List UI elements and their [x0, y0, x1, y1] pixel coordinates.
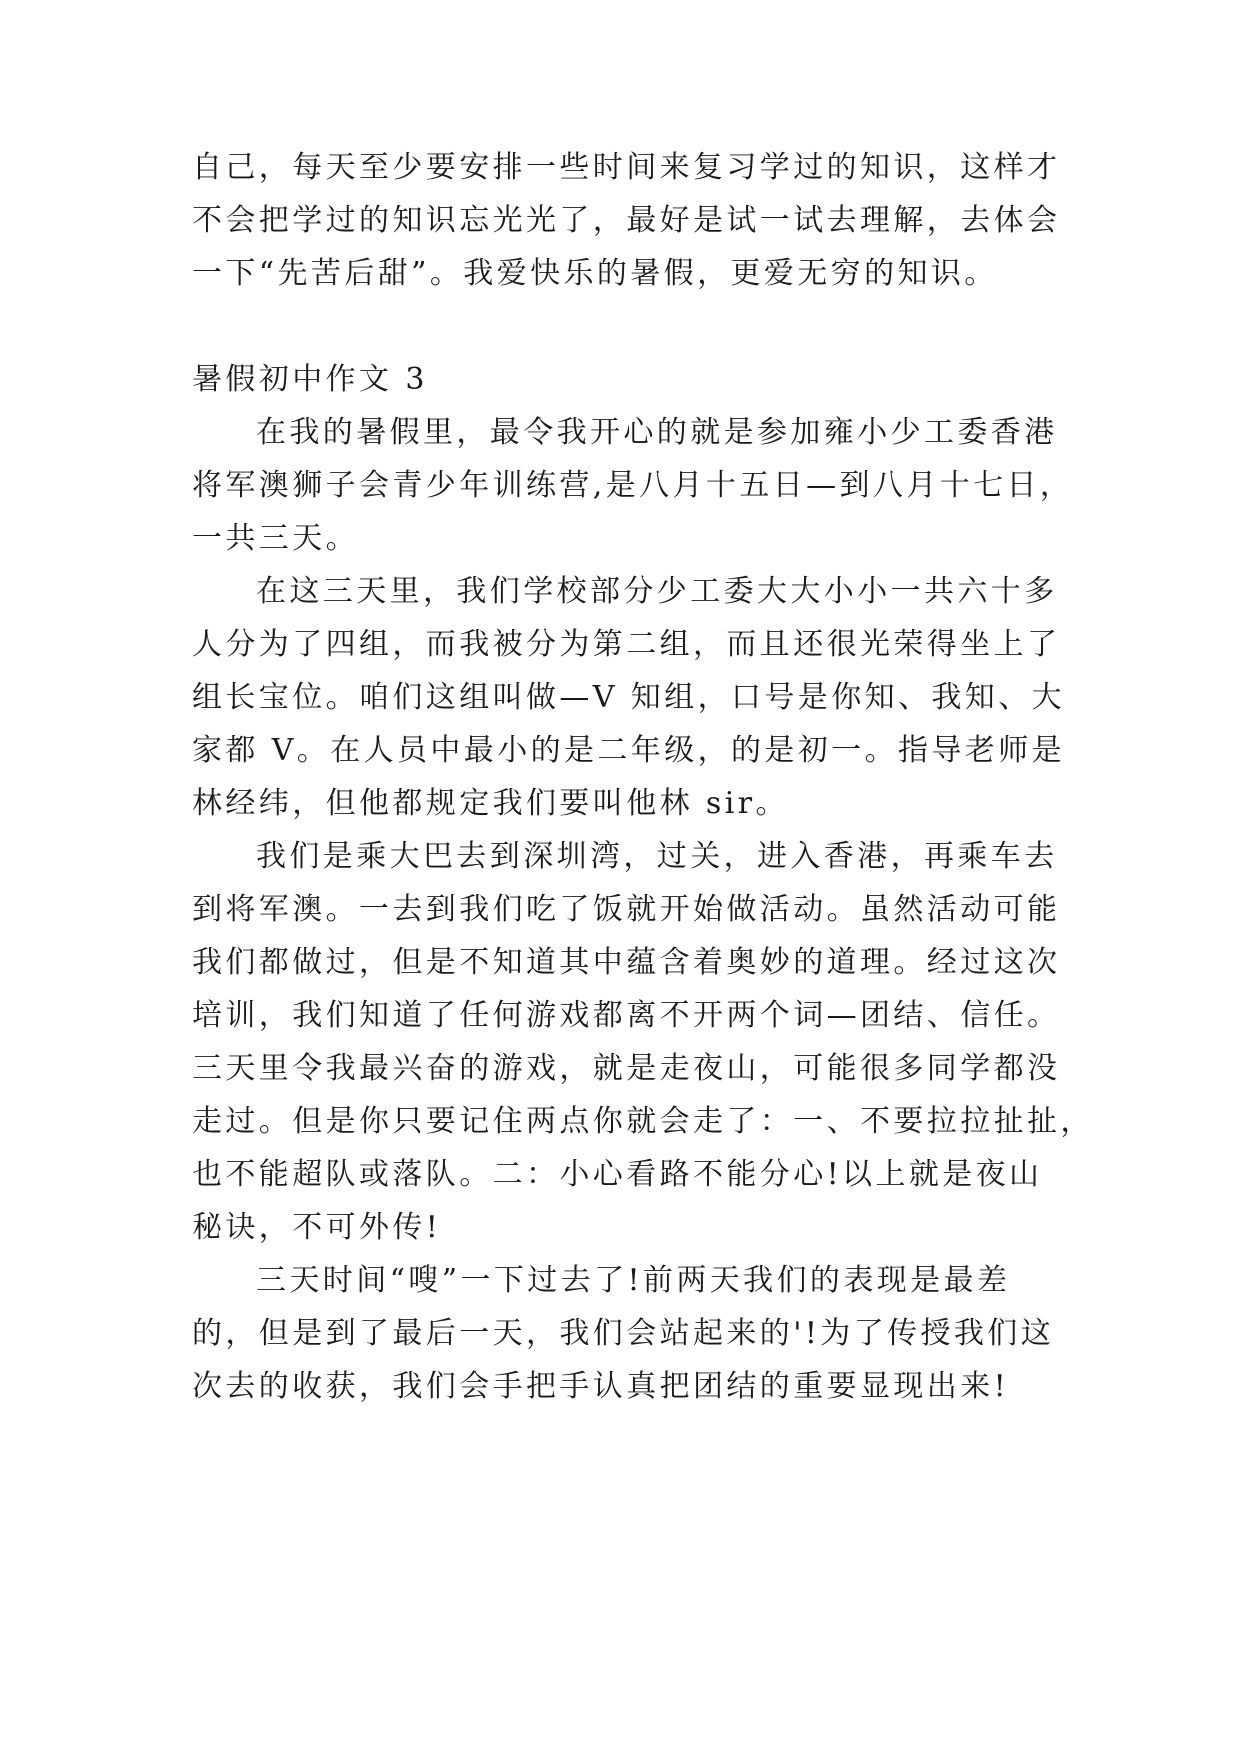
- text-line: 不会把学过的知识忘光光了，最好是试一试去理解，去体会: [192, 203, 1061, 238]
- text-line: 的，但是到了最后一天，我们会站起来的'!为了传授我们这: [192, 1316, 1055, 1351]
- paragraph-first-line: 在这三天里，我们学校部分少工委大大小小一共六十多: [256, 574, 1058, 609]
- text-line: 走过。但是你只要记住两点你就会走了：一、不要拉拉扯扯，: [192, 1104, 1094, 1139]
- text-line: 到将军澳。一去到我们吃了饭就开始做活动。虽然活动可能: [192, 892, 1061, 927]
- text-line: 次去的收获，我们会手把手认真把团结的重要显现出来!: [192, 1369, 1010, 1404]
- text-line: 林经纬，但他都规定我们要叫他林 sir。: [192, 786, 789, 821]
- text-line: 也不能超队或落队。二：小心看路不能分心!以上就是夜山: [192, 1157, 1043, 1192]
- text-line: 将军澳狮子会青少年训练营,是八月十五日—到八月十七日，: [192, 468, 1074, 503]
- text-line: 自己，每天至少要安排一些时间来复习学过的知识，这样才: [192, 150, 1061, 185]
- text-line: 人分为了四组，而我被分为第二组，而且还很光荣得坐上了: [192, 627, 1061, 662]
- text-line: 一下“先苦后甜”。我爱快乐的暑假，更爱无穷的知识。: [192, 256, 998, 291]
- text-line: 我们都做过，但是不知道其中蕴含着奥妙的道理。经过这次: [192, 945, 1061, 980]
- text-line: 家都 V。在人员中最小的是二年级，的是初一。指导老师是: [192, 733, 1066, 768]
- text-line: 三天里令我最兴奋的游戏，就是走夜山，可能很多同学都没: [192, 1051, 1061, 1086]
- text-line: 培训，我们知道了任何游戏都离不开两个词—团结、信任。: [192, 998, 1061, 1033]
- paragraph-first-line: 三天时间“嗖”一下过去了!前两天我们的表现是最差: [256, 1263, 1011, 1298]
- paragraph-first-line: 在我的暑假里，最令我开心的就是参加雍小少工委香港: [256, 415, 1058, 450]
- paragraph-first-line: 我们是乘大巴去到深圳湾，过关，进入香港，再乘车去: [256, 839, 1058, 874]
- text-line: 一共三天。: [192, 521, 359, 556]
- text-line: 秘诀，不可外传!: [192, 1210, 442, 1245]
- section-title: 暑假初中作文 3: [192, 362, 428, 397]
- text-line: 组长宝位。咱们这组叫做—V 知组，口号是你知、我知、大: [192, 680, 1066, 715]
